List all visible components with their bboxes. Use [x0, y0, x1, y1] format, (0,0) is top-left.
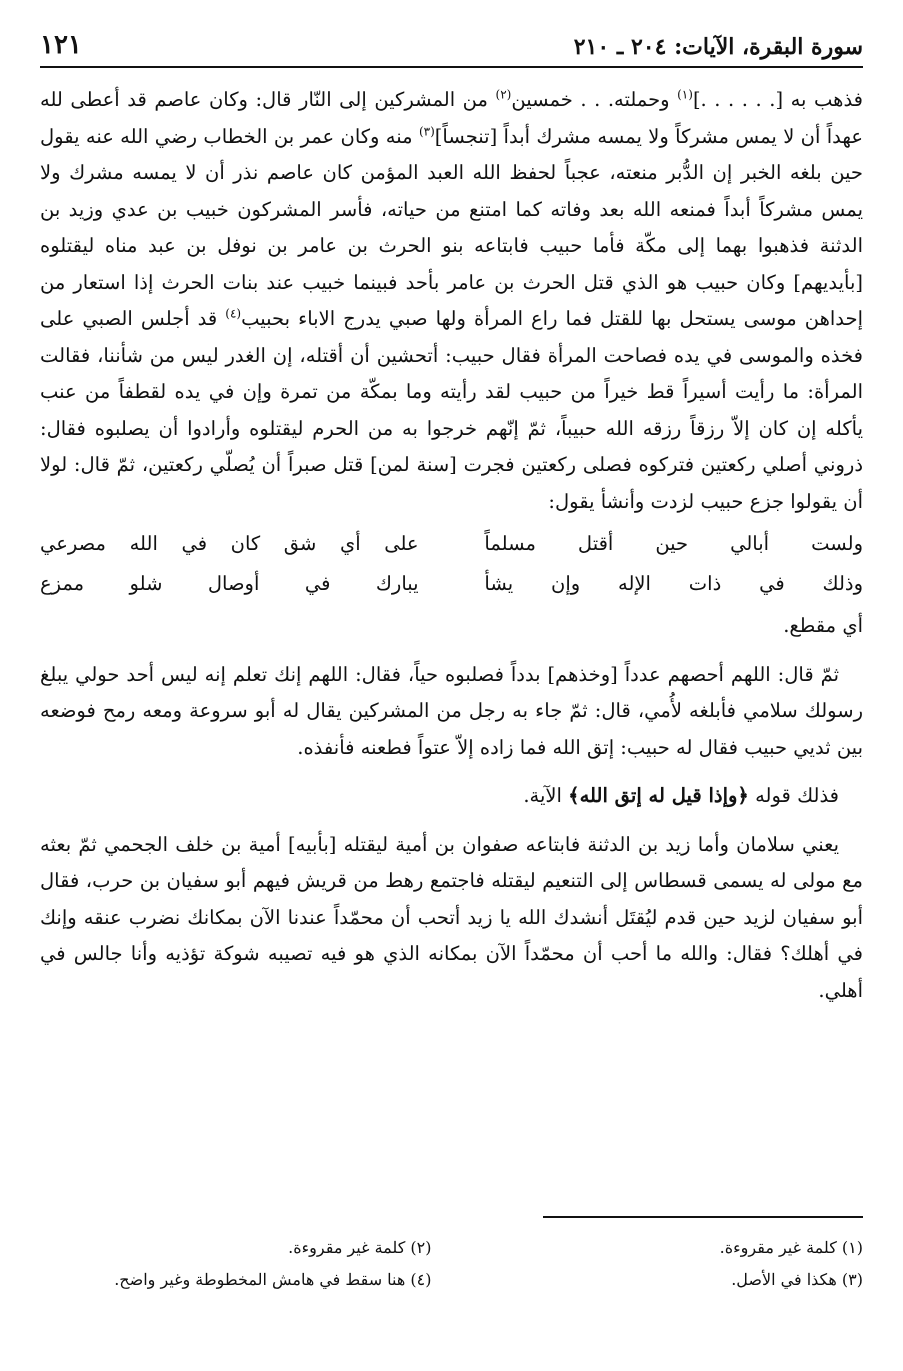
after-poem-text: أي مقطع. [783, 614, 863, 637]
text-run: فذهب به [. . . . . .] [692, 88, 864, 111]
text-run: الآية. [523, 784, 569, 807]
text-run: فذلك قوله [748, 784, 839, 807]
page-header [40, 24, 863, 68]
running-title: سورة البقرة، الآيات: ٢٠٤ ـ ٢١٠ [573, 34, 863, 60]
verse-1-second-hemistich: على أي شق كان في الله مصرعي [40, 532, 419, 555]
page-number: ١٢١ [40, 30, 82, 60]
paragraph-3 [40, 778, 863, 815]
footnote-divider [543, 1216, 863, 1218]
text-run: منه وكان عمر بن الخطاب رضي الله عنه يقول حين بلغه الخبر إن الدُّبر منعته، عجباً لحفظ الله العبد المؤمن كان عاصم نذر أن لا يمسه مشرك ولا يمس مشركاً أبداً فمنعه الله بعد وفاته كما امتنع من حياته، فأسر المشركون خبيب بن عدي وزيد بن الدثنة فذهبوا بهما إلى مكّة فأما حبيب فابتاعه بنو الحرث بن عامر بن نوفل بن عبد مناه ليقتلوه [بأيديهم] وكان حبيب هو الذي قتل الحرث بن عامر بأحد فبينما خبيب عند بنات الحرث إذا استعار من إحداهن موسى يستحل بها للقتل فما راع المرأة ولها صبي يدرج الاباء بحبيب [40, 124, 863, 330]
verse-2-first-hemistich: وذلك في ذات الإله وإن يشأ [484, 572, 863, 595]
quranic-quote: ﴿وإذا قيل له إتق الله﴾ [568, 784, 749, 807]
footnote-4: (٤) هنا سقط في هامش المخطوطة وغير واضح. [114, 1270, 432, 1289]
footnote-ref-1: (١) [677, 87, 693, 102]
footnote-3: (٣) هكذا في الأصل. [731, 1270, 863, 1289]
footnote-ref-2: (٢) [495, 87, 512, 102]
paragraph-2: ثمّ قال: اللهم أحصهم عدداً [وخذهم] بدداً فصلبوه حياً، فقال: اللهم إنك تعلم إنه ليس أحد حولي يبلغ رسولك سلامي فأبلغه لأُمي، قال: ثمّ جاء به رجل من المشركين يقال له أبو سروعة ومعه رمح فوضعه بين ثديي حبيب فقال له حبيب: إتق الله فما زاده إلاّ عتواً فطعنه فأنفذه. [40, 662, 863, 759]
footnote-ref-4: (٤) [225, 306, 242, 321]
poem-verse-1 [40, 524, 863, 564]
footnote-ref-3: (٣) [418, 124, 435, 138]
text-run: من المشركين إلى النّار قال: وكان عاصم قد أعطى لله عهداً أن لا يمس مشركاً ولا يمسه مشرك أبداً [تنجساً] [40, 88, 863, 148]
verse-1-first-hemistich: ولست أبالي حين أقتل مسلماً [484, 532, 863, 555]
paragraph-1 [40, 82, 863, 520]
verse-2-second-hemistich: يبارك في أوصال شلو ممزع [40, 572, 419, 595]
footnotes [40, 1216, 863, 1294]
poem-verse-2 [40, 564, 863, 604]
footnote-2: (٢) كلمة غير مقروءة. [288, 1238, 432, 1257]
footnote-list [40, 1234, 863, 1294]
page-body [40, 82, 863, 1009]
text-run: وحملته. . . خمسين [511, 88, 678, 111]
paragraph-4: يعني سلامان وأما زيد بن الدثنة فابتاعه صفوان بن أمية ليقتله [بأبيه] أمية بن خلف الجحمي ثمّ بعثه مع مولى له يسمى قسطاس إلى التنعيم ليقتله فاجتمع رهط من قريش فيهم أبو سفيان بن حرب، فقال أبو سفيان لزيد حين قدم ليُقتَل أنشدك الله يا زيد أتحب أن محمّداً عندنا الآن بمكانك نضرب عنقه وإنك في أهلك؟ فقال: والله ما أحب أن محمّداً الآن بمكانه الذي هو فيه تصيبه شوكة تؤذيه وأنا جالس في أهلي. [40, 832, 863, 1002]
footnote-1: (١) كلمة غير مقروءة. [719, 1238, 863, 1257]
text-run: قد أجلس الصبي على فخذه والموسى في يده فصاحت المرأة فقال حبيب: أتحشين أن أقتله، إن الغدر ليس من شأننا، فقالت المرأة: ما رأيت أسيراً قط خيراً من حبيب لقد رأيته وما بمكّة من تمرة وإن في يده لقطفاً من عنب يأكله إن كان إلاّ رزقاً رزقه الله حبيباً، ثمّ إنّهم خرجوا به من الحرم ليقتلوه وأرادوا أن يصلبوه فقال: ذروني أصلي ركعتين فتركوه فصلى ركعتين فجرت [سنة لمن] قتل صبراً أن يُصلّي ركعتين، ثمّ قال: لولا أن يقولوا جزع حبيب لزدت وأنشأ يقول: [40, 307, 863, 513]
